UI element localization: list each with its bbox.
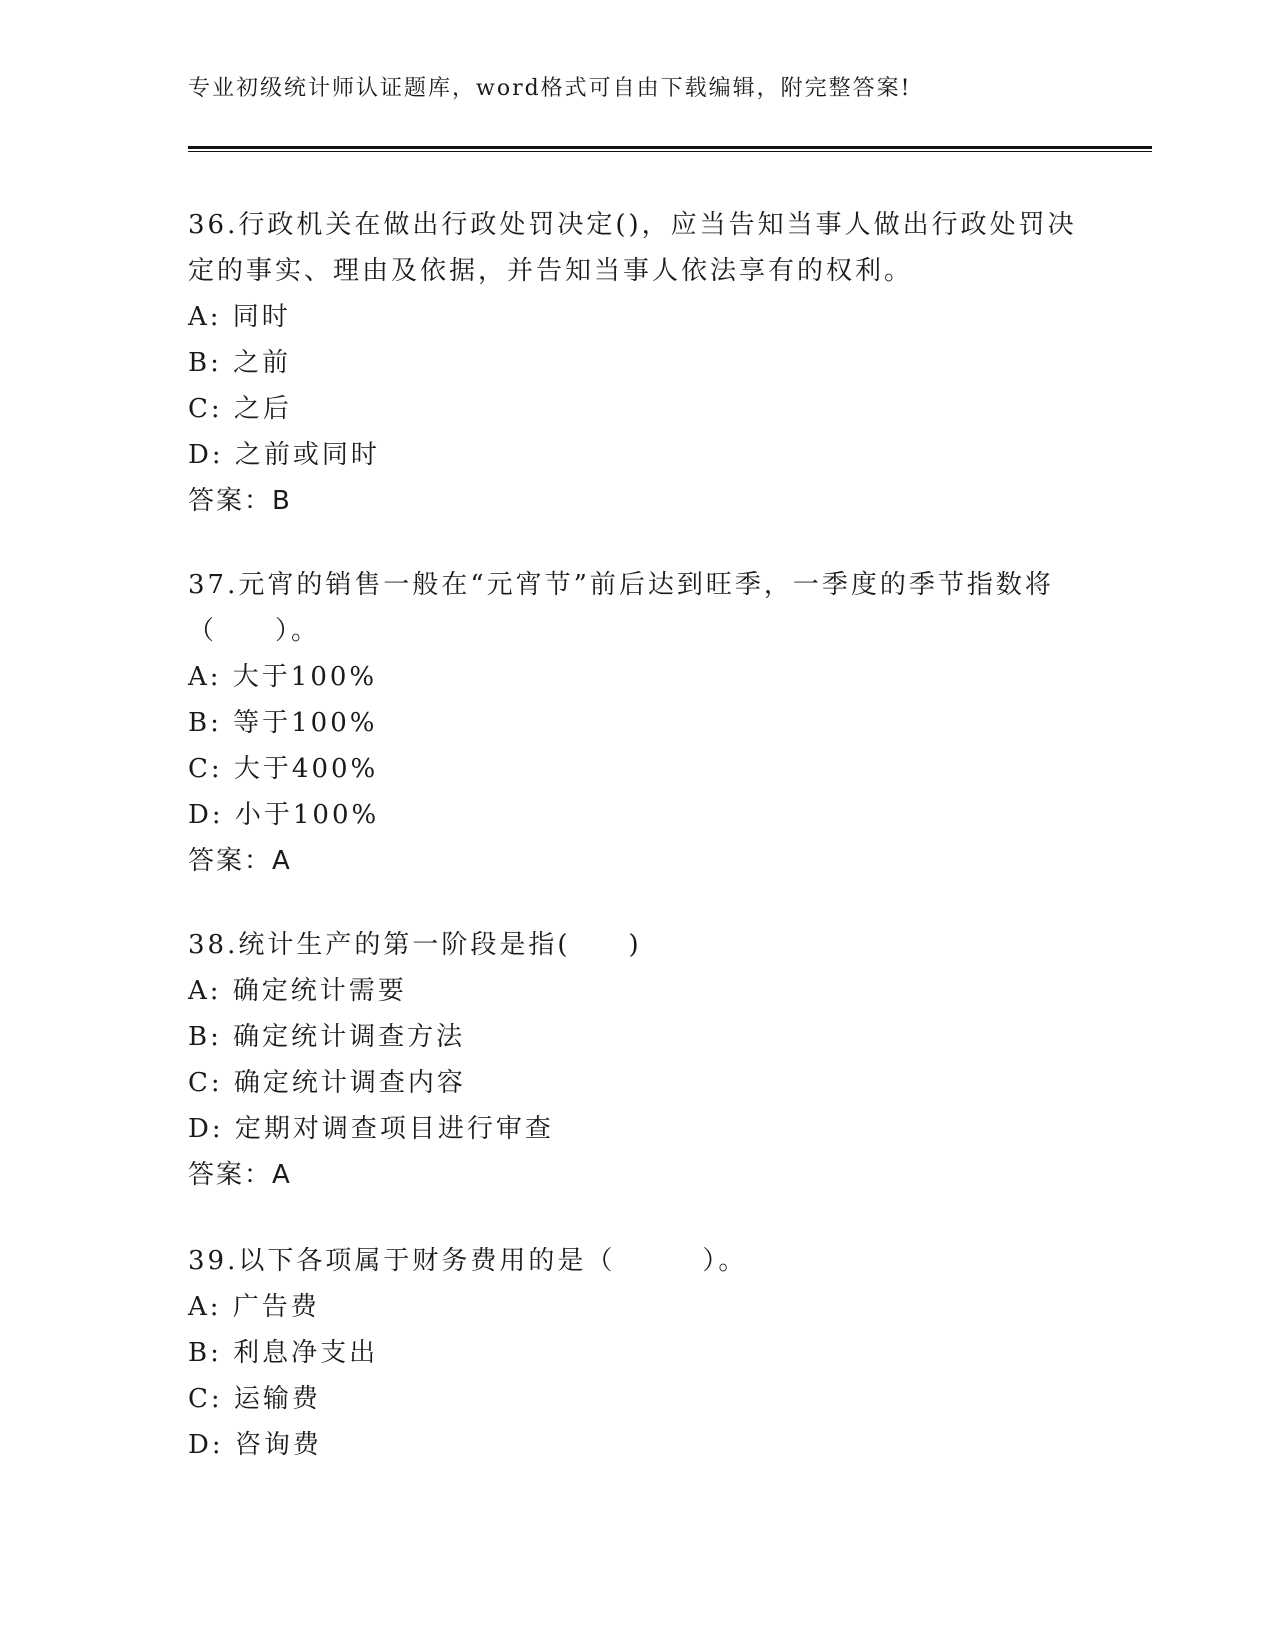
option-a: A: 同时 — [188, 302, 291, 332]
answer: 答案：A — [188, 1160, 292, 1190]
page-header: 专业初级统计师认证题库，word格式可自由下载编辑，附完整答案! — [188, 76, 912, 101]
option-b: B: 之前 — [188, 348, 292, 378]
option-c: C: 大于400% — [188, 754, 379, 784]
option-d: D: 定期对调查项目进行审查 — [188, 1114, 554, 1144]
question-stem: 37.元宵的销售一般在“元宵节”前后达到旺季，一季度的季节指数将（ ）。 — [188, 570, 1054, 646]
option-a: A: 大于100% — [188, 662, 378, 692]
option-b: B: 利息净支出 — [188, 1338, 379, 1368]
option-a: A: 广告费 — [188, 1292, 320, 1322]
option-c: C: 之后 — [188, 394, 292, 424]
option-a: A: 确定统计需要 — [188, 976, 407, 1006]
question-38 — [188, 922, 1088, 1198]
option-b: B: 确定统计调查方法 — [188, 1022, 466, 1052]
option-c: C: 确定统计调查内容 — [188, 1068, 466, 1098]
option-c: C: 运输费 — [188, 1384, 321, 1414]
header-divider-thick — [188, 146, 1152, 149]
option-d: D: 之前或同时 — [188, 440, 380, 470]
answer: 答案：A — [188, 846, 292, 876]
question-36 — [188, 202, 1088, 524]
header-divider-thin — [188, 151, 1152, 152]
option-d: D: 小于100% — [188, 800, 380, 830]
question-stem: 38.统计生产的第一阶段是指( ) — [188, 930, 642, 960]
option-b: B: 等于100% — [188, 708, 378, 738]
question-stem: 39.以下各项属于财务费用的是（ ）。 — [188, 1246, 748, 1276]
question-37 — [188, 562, 1088, 884]
question-stem: 36.行政机关在做出行政处罚决定()，应当告知当事人做出行政处罚决定的事实、理由及依据，并告知当事人依法享有的权利。 — [188, 210, 1077, 286]
question-39 — [188, 1238, 1088, 1468]
option-d: D: 咨询费 — [188, 1430, 322, 1460]
answer: 答案：B — [188, 486, 292, 516]
